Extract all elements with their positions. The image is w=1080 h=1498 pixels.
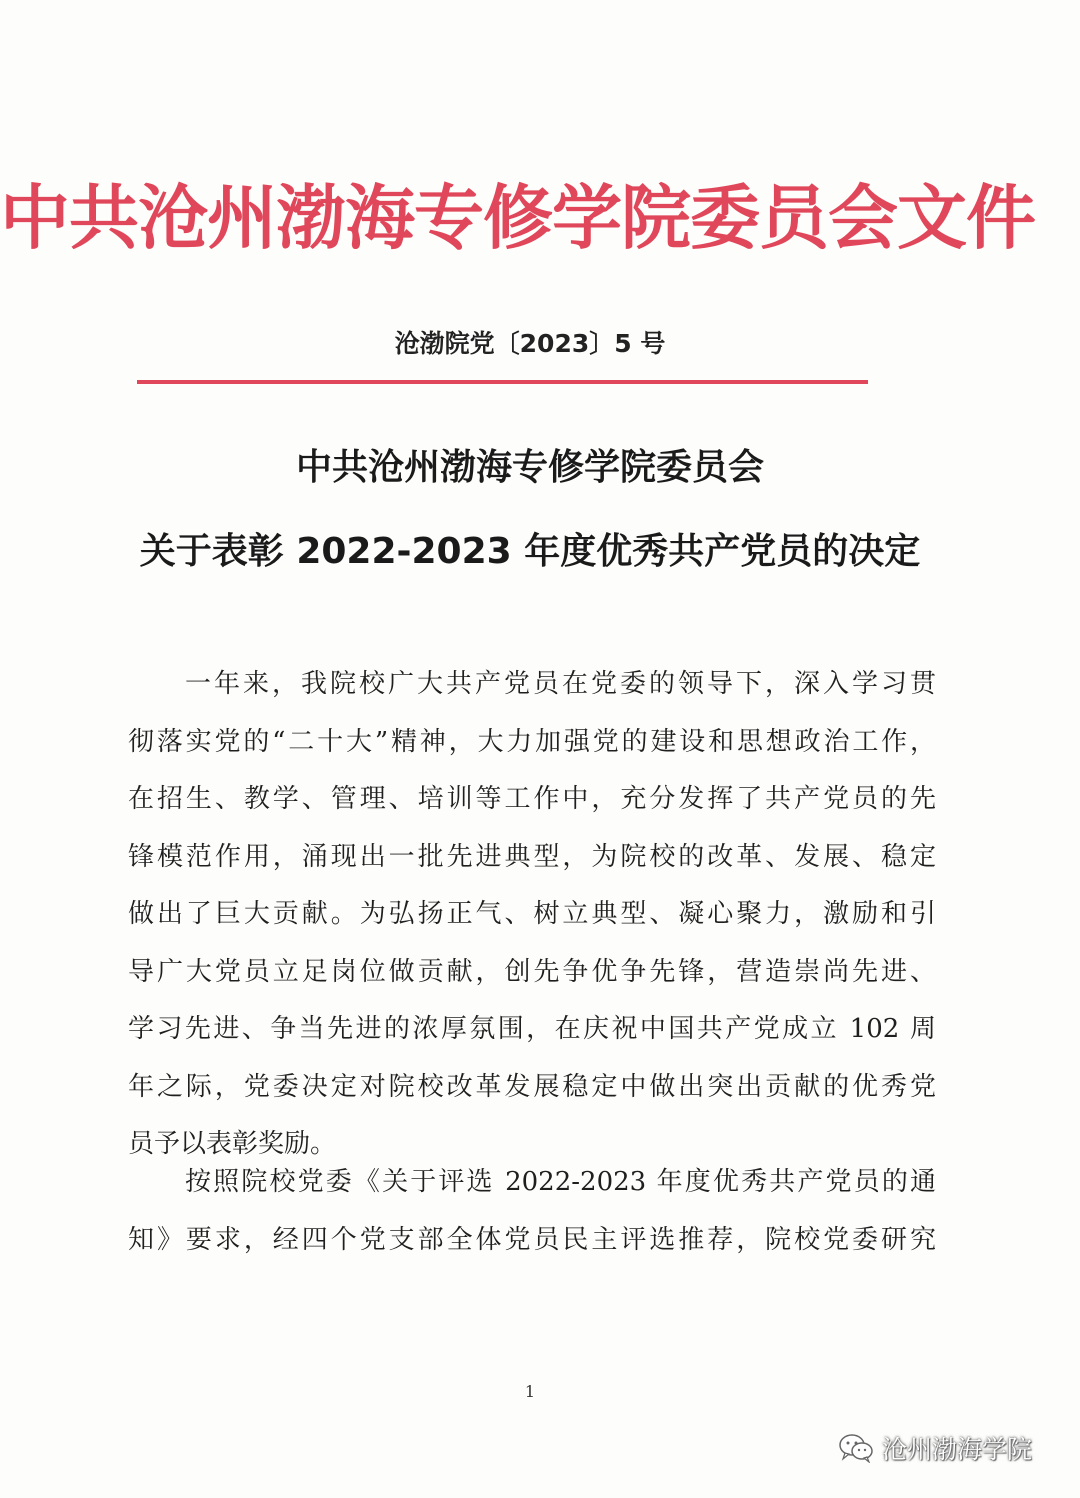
body-line: 做出了巨大贡献。为弘扬正气、树立典型、凝心聚力，激励和引 <box>128 899 936 929</box>
body-line: 一年来，我院校广大共产党员在党委的领导下，深入学习贯 <box>185 669 936 699</box>
red-divider-line <box>137 380 868 384</box>
body-line: 按照院校党委《关于评选 2022-2023 年度优秀共产党员的通 <box>185 1167 936 1197</box>
body-line: 锋模范作用，涌现出一批先进典型，为院校的改革、发展、稳定 <box>128 841 936 872</box>
document-title-line-1: 中共沧州渤海专修学院委员会 <box>295 447 764 488</box>
body-line: 导广大党员立足岗位做贡献，创先争优争先锋，营造崇尚先进、 <box>128 956 936 987</box>
body-line: 知》要求，经四个党支部全体党员民主评选推荐，院校党委研究 <box>128 1224 936 1255</box>
body-line: 年之际，党委决定对院校改革发展稳定中做出突出贡献的优秀党 <box>128 1071 936 1102</box>
masthead-title: 中共沧州渤海专修学院委员会文件 <box>0 177 1035 259</box>
watermark-text: 沧州渤海学院 <box>882 1435 1033 1464</box>
source-watermark <box>838 1428 1032 1468</box>
body-paragraph-2 <box>128 1154 936 1269</box>
wechat-icon <box>838 1433 874 1463</box>
document-number: 沧渤院党〔2023〕5 号 <box>394 329 666 358</box>
page-number: 1 <box>524 1382 536 1401</box>
body-line: 彻落实党的“二十大”精神，大力加强党的建设和思想政治工作， <box>128 726 936 757</box>
body-paragraph-1 <box>128 656 936 1174</box>
document-title-line-2: 关于表彰 2022-2023 年度优秀共产党员的决定 <box>139 531 921 572</box>
body-line: 学习先进、争当先进的浓厚氛围，在庆祝中国共产党成立 102 周 <box>128 1014 936 1044</box>
body-line: 员予以表彰奖励。 <box>128 1129 337 1159</box>
body-line: 在招生、教学、管理、培训等工作中，充分发挥了共产党员的先 <box>128 784 936 814</box>
